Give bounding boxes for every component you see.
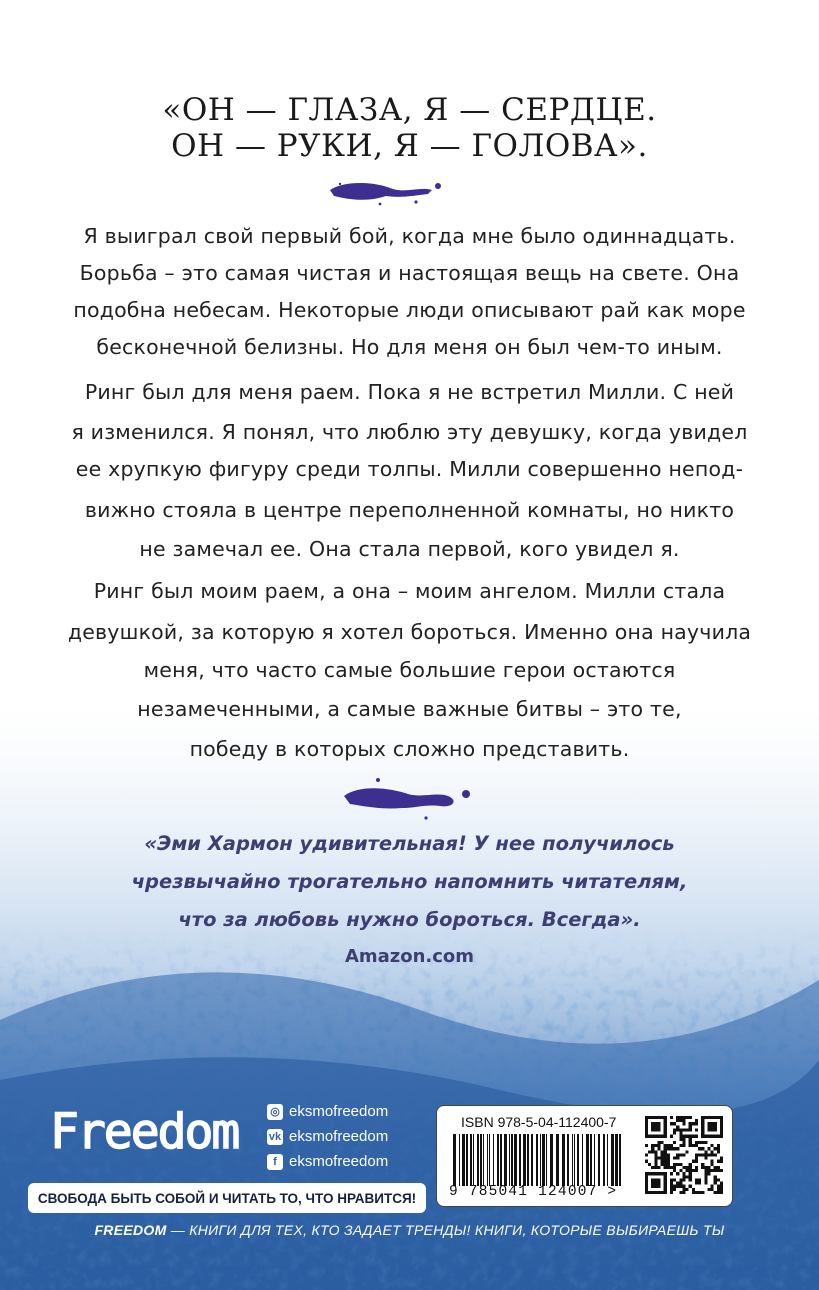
body-line: бесконечной белизны. Но для меня он был чем-то иным. <box>96 335 723 359</box>
body-line: меня, что часто самые большие герои остаются <box>143 658 676 682</box>
social-handle: eksmofreedom <box>289 1153 389 1170</box>
body-line: я изменился. Я понял, что люблю эту девушку, когда увидел <box>71 420 748 444</box>
barcode-graphic <box>449 1134 625 1186</box>
body-line: незамеченными, а самые важные битвы – это те, <box>137 697 682 721</box>
body-line: Ринг был для меня раем. Пока я не встретил Милли. С ней <box>84 380 735 404</box>
social-vk[interactable] <box>267 1128 388 1145</box>
body-line: ее хрупкую фигуру среди толпы. Милли совершенно непод- <box>75 457 744 481</box>
barcode-digits: 9 785041 124007 > <box>449 1184 618 1200</box>
body-line: Ринг был моим раем, а она – моим ангелом. Милли стала <box>93 579 726 603</box>
social-handle: eksmofreedom <box>289 1103 389 1120</box>
social-instagram[interactable] <box>267 1103 388 1120</box>
body-line: вижно стояла в центре переполненной комнаты, но никто <box>84 498 735 522</box>
body-line: подобна небесам. Некоторые люди описывают рай как море <box>73 298 746 322</box>
qr-code <box>645 1114 723 1196</box>
review-quote-line: что за любовь нужно бороться. Всегда». <box>178 908 641 931</box>
isbn-number: ISBN 978-5-04-112400-7 <box>461 1114 617 1130</box>
social-facebook[interactable] <box>267 1153 388 1170</box>
tagline-text: — КНИГИ ДЛЯ ТЕХ, КТО ЗАДАЕТ ТРЕНДЫ! КНИГИ, КОТОРЫЕ ВЫБИРАЕШЬ ТЫ <box>166 1222 725 1238</box>
body-line: Я выиграл свой первый бой, когда мне было одиннадцать. <box>83 224 736 248</box>
freedom-logo <box>50 1100 250 1160</box>
review-quote-line: чрезвычайно трогательно напомнить читателям, <box>131 870 688 893</box>
headline-line-2: ОН — РУКИ, Я — ГОЛОВА». <box>171 128 648 164</box>
review-quote-line: «Эми Хармон удивительная! У нее получилось <box>144 832 675 855</box>
instagram-icon: ◎ <box>267 1104 283 1120</box>
imprint-tagline <box>0 1222 819 1238</box>
tagline-brand: FREEDOM <box>94 1222 167 1238</box>
facebook-icon: f <box>267 1154 283 1170</box>
freedom-logo-text: Freedom <box>50 1104 239 1160</box>
body-line: девушкой, за которую я хотел бороться. Именно она научила <box>67 620 752 644</box>
vk-icon: vk <box>268 1130 282 1143</box>
review-source: Amazon.com <box>344 946 475 967</box>
ink-splat-bottom-ornament <box>330 774 480 824</box>
isbn-block <box>436 1105 733 1207</box>
slogan-badge: СВОБОДА БЫТЬ СОБОЙ И ЧИТАТЬ ТО, ЧТО НРАВИТСЯ! <box>28 1183 426 1213</box>
body-line: не замечал ее. Она стала первой, кого увидел я. <box>139 537 680 561</box>
ink-splat-top-ornament <box>320 172 450 212</box>
social-handle: eksmofreedom <box>289 1128 389 1145</box>
body-line: победу в которых сложно представить. <box>189 737 630 761</box>
body-line: Борьба – это самая чистая и настоящая вещь на свете. Она <box>79 261 740 285</box>
headline-line-1: «ОН — ГЛАЗА, Я — СЕРДЦЕ. <box>162 92 657 128</box>
